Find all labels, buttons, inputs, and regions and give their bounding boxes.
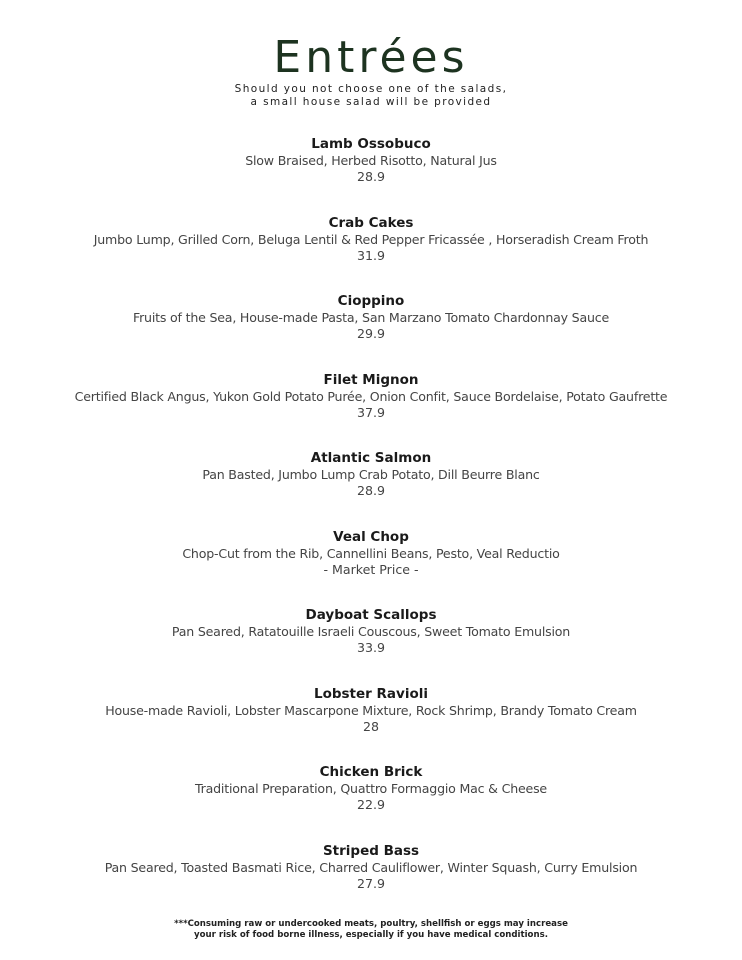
item-price: - Market Price - [323,561,419,577]
item-price: 29.9 [356,326,386,341]
item-name: Striped Bass [322,842,420,859]
item-price: 31.9 [356,247,386,263]
menu-item [0,686,742,765]
item-name: Veal Chop [333,528,409,545]
item-description: Certified Black Angus, Yukon Gold Potato Purée, Onion Confit, Sauce Bordelaise, Potato Gaufrette [74,388,668,404]
item-price: 33.9 [356,640,386,655]
health-disclaimer [0,919,742,941]
item-description: Slow Braised, Herbed Risotto, Natural Jus [245,153,497,168]
item-name: Filet Mignon [323,371,419,388]
item-description: Chop-Cut from the Rib, Cannellini Beans, Pesto, Veal Reductio [182,545,560,561]
menu-item [0,136,742,215]
menu-item [0,607,742,686]
item-name: Crab Cakes [328,214,414,231]
page-title: Entrées [273,32,469,83]
subtitle-line-1: Should you not choose one of the salads, [234,83,508,95]
item-price: 22.9 [356,797,386,812]
item-description: Pan Seared, Ratatouille Israeli Couscous, Sweet Tomato Emulsion [171,624,571,639]
item-price: 27.9 [356,875,386,891]
disclaimer-line-1: ***Consuming raw or undercooked meats, poultry, shellfish or eggs may increase [174,919,568,929]
menu-item [0,372,742,451]
item-price: 28 [362,718,380,734]
item-description: Pan Seared, Toasted Basmati Rice, Charred Cauliflower, Winter Squash, Curry Emulsion [104,859,638,875]
item-name: Lamb Ossobuco [311,136,431,152]
item-price: 28.9 [356,169,386,184]
menu-item [0,293,742,372]
disclaimer-line-2: your risk of food borne illness, especially if you have medical conditions. [194,930,548,940]
item-name: Chicken Brick [319,764,423,780]
item-name: Dayboat Scallops [305,607,437,623]
item-description: Jumbo Lump, Grilled Corn, Beluga Lentil & Red Pepper Fricassée , Horseradish Cream Froth [93,231,649,247]
menu-item [0,215,742,294]
menu-item [0,450,742,529]
entree-list [0,136,742,921]
item-price: 37.9 [356,404,386,420]
menu-item [0,529,742,608]
item-description: House-made Ravioli, Lobster Mascarpone Mixture, Rock Shrimp, Brandy Tomato Cream [105,702,637,718]
subtitle-line-2: a small house salad will be provided [250,96,492,108]
item-name: Atlantic Salmon [310,450,432,466]
item-description: Traditional Preparation, Quattro Formaggio Mac & Cheese [195,781,547,796]
menu-item [0,843,742,922]
page-subtitle [0,83,742,109]
item-description: Pan Basted, Jumbo Lump Crab Potato, Dill Beurre Blanc [202,467,540,482]
item-name: Cioppino [337,293,405,309]
item-price: 28.9 [356,483,386,498]
item-description: Fruits of the Sea, House-made Pasta, San Marzano Tomato Chardonnay Sauce [132,310,610,325]
menu-item [0,764,742,843]
item-name: Lobster Ravioli [313,685,428,702]
